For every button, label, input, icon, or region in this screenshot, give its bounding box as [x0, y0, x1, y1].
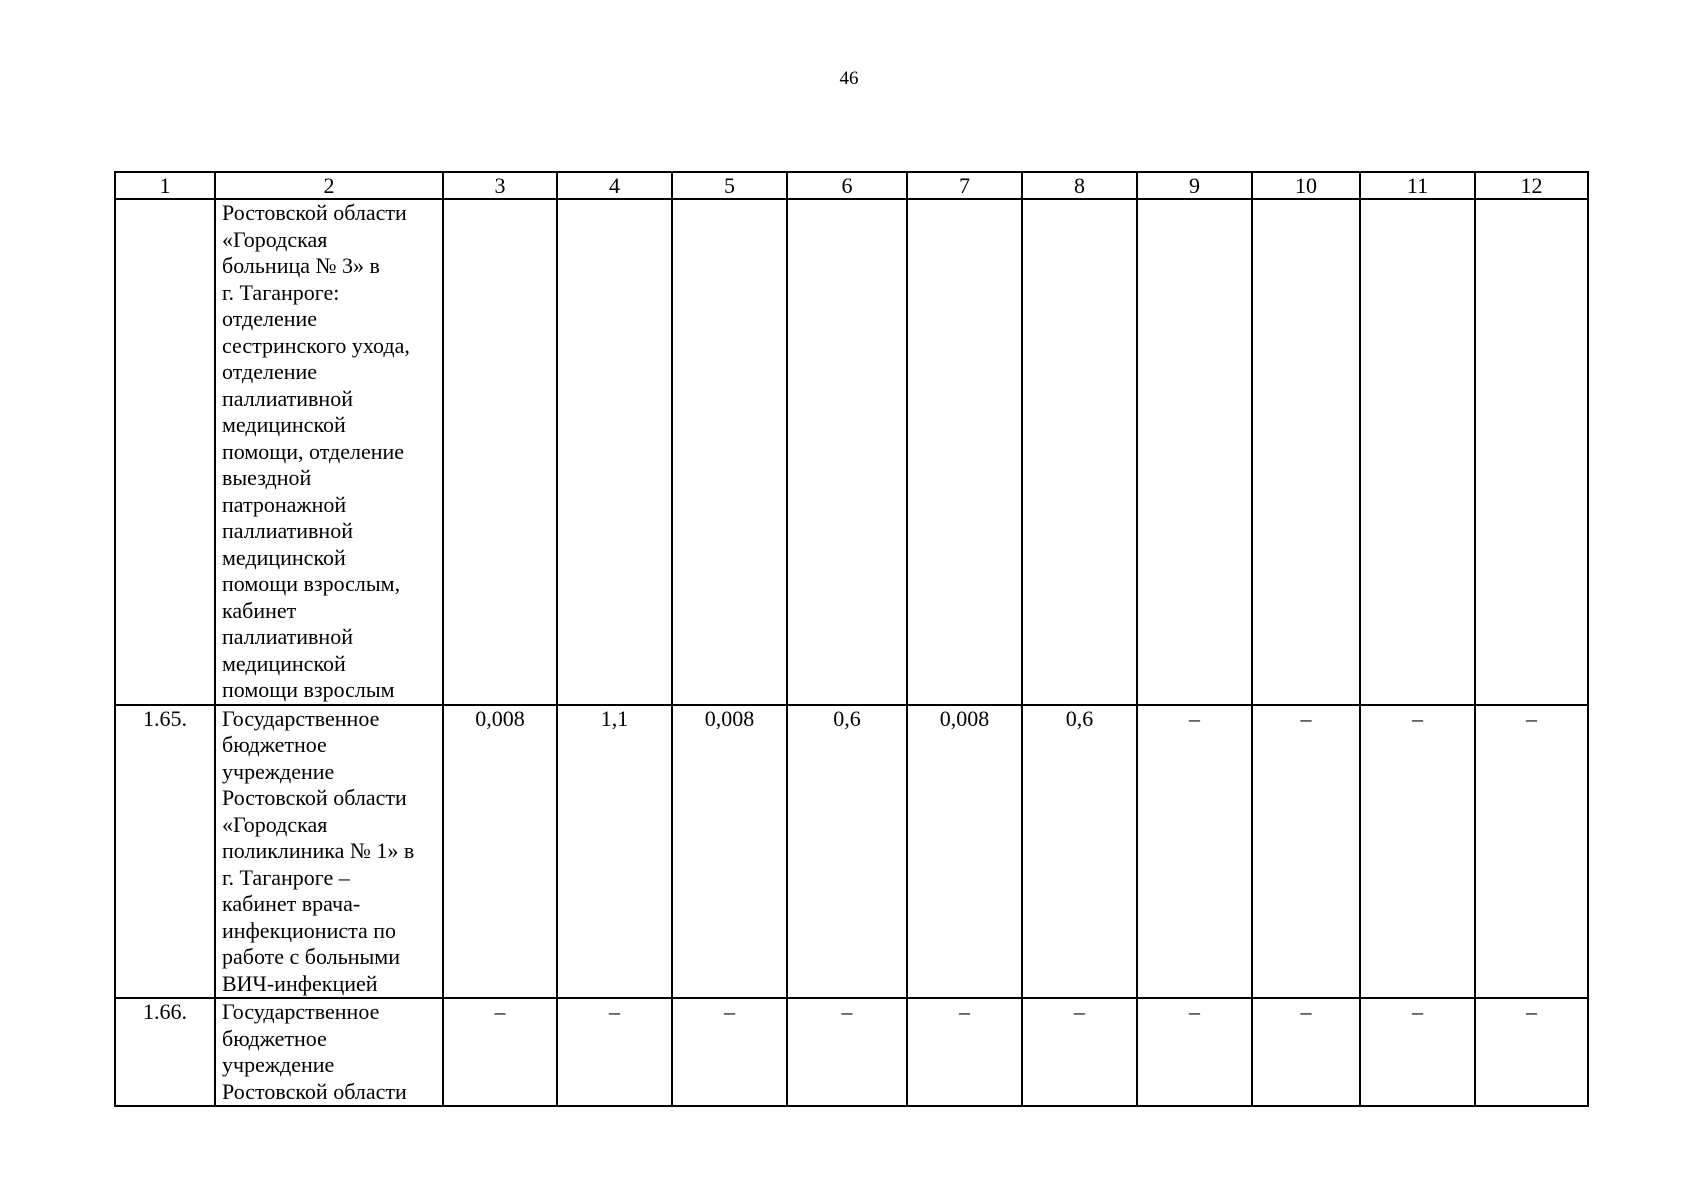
value-cell-col-8: 0,6	[1022, 705, 1137, 999]
header-cell-5: 5	[672, 172, 787, 199]
value-cell-col-11: –	[1360, 998, 1475, 1106]
page-number: 46	[839, 68, 859, 89]
row-number-cell: 1.66.	[115, 998, 215, 1106]
value-cell-col-12: –	[1475, 998, 1588, 1106]
table-row	[115, 998, 1588, 1106]
header-cell-6: 6	[787, 172, 907, 199]
institution-name-line: г. Таганроге –	[222, 864, 350, 890]
institution-name-line: помощи взрослым,	[222, 571, 401, 596]
institution-name-line: помощи, отделение	[222, 438, 405, 464]
header-cell-3: 3	[443, 172, 557, 199]
value-cell-col-10: –	[1252, 705, 1360, 999]
value-cell-col-4: 1,1	[557, 705, 672, 999]
value-cell-col-9: –	[1137, 998, 1252, 1106]
header-cell-8: 8	[1022, 172, 1137, 199]
header-cell-7: 7	[907, 172, 1022, 199]
institution-name-cell	[215, 998, 443, 1106]
institution-name-line: работе с больными	[222, 944, 400, 969]
table-header-row	[115, 172, 1588, 199]
value-cell-col-8	[1022, 199, 1137, 705]
institution-name-line: Ростовской области	[222, 1078, 407, 1104]
institution-name-line: «Городская	[222, 811, 328, 837]
value-cell-col-11	[1360, 199, 1475, 705]
institution-name-line: поликлиника № 1» в	[222, 838, 415, 863]
institution-name-line: паллиативной	[222, 385, 353, 411]
row-number-cell: 1.65.	[115, 705, 215, 999]
institution-name-line: патронажной	[222, 491, 347, 517]
institution-name-line: медицинской	[222, 650, 346, 676]
header-cell-2: 2	[215, 172, 443, 199]
institution-name-line: медицинской	[222, 544, 346, 570]
institution-name-line: выездной	[222, 465, 312, 490]
institution-name-line: Ростовской области	[222, 785, 407, 810]
value-cell-col-7: –	[907, 998, 1022, 1106]
header-cell-4: 4	[557, 172, 672, 199]
institution-name-cell	[215, 199, 443, 705]
value-cell-col-11: –	[1360, 705, 1475, 999]
value-cell-col-3: 0,008	[443, 705, 557, 999]
value-cell-col-10	[1252, 199, 1360, 705]
data-table	[114, 171, 1589, 1107]
institution-name-line: Государственное	[222, 999, 380, 1024]
header-cell-12: 12	[1475, 172, 1588, 199]
row-number-cell	[115, 199, 215, 705]
value-cell-col-9: –	[1137, 705, 1252, 999]
institution-name-line: инфекциониста по	[222, 917, 397, 943]
institution-name-line: «Городская	[222, 226, 328, 252]
value-cell-col-5: –	[672, 998, 787, 1106]
table-row	[115, 199, 1588, 705]
institution-name-line: помощи взрослым	[222, 677, 395, 702]
institution-name-line: ВИЧ-инфекцией	[222, 970, 378, 996]
institution-name-line: учреждение	[222, 758, 335, 784]
value-cell-col-10: –	[1252, 998, 1360, 1106]
institution-name-line: отделение	[222, 359, 318, 384]
institution-name-line: сестринского ухода,	[222, 332, 410, 358]
header-cell-1: 1	[115, 172, 215, 199]
institution-name-line: Ростовской области	[222, 200, 407, 225]
institution-name-line: учреждение	[222, 1052, 335, 1077]
value-cell-col-5	[672, 199, 787, 705]
value-cell-col-7	[907, 199, 1022, 705]
header-cell-10: 10	[1252, 172, 1360, 199]
value-cell-col-4	[557, 199, 672, 705]
value-cell-col-12	[1475, 199, 1588, 705]
value-cell-col-12: –	[1475, 705, 1588, 999]
institution-name-line: медицинской	[222, 412, 346, 437]
value-cell-col-5: 0,008	[672, 705, 787, 999]
institution-name-line: кабинет	[222, 597, 297, 623]
institution-name-cell	[215, 705, 443, 999]
institution-name-line: отделение	[222, 306, 318, 331]
value-cell-col-6	[787, 199, 907, 705]
table-row	[115, 705, 1588, 999]
institution-name-line: бюджетное	[222, 1025, 327, 1051]
header-cell-9: 9	[1137, 172, 1252, 199]
header-cell-11: 11	[1360, 172, 1475, 199]
institution-name-line: паллиативной	[222, 624, 353, 649]
value-cell-col-8: –	[1022, 998, 1137, 1106]
institution-name-line: Государственное	[222, 705, 380, 731]
institution-name-line: г. Таганроге:	[222, 279, 340, 305]
institution-name-line: больница № 3» в	[222, 253, 380, 278]
value-cell-col-3	[443, 199, 557, 705]
value-cell-col-3: –	[443, 998, 557, 1106]
value-cell-col-6: –	[787, 998, 907, 1106]
value-cell-col-4: –	[557, 998, 672, 1106]
institution-name-line: паллиативной	[222, 518, 353, 543]
value-cell-col-7: 0,008	[907, 705, 1022, 999]
institution-name-line: бюджетное	[222, 732, 327, 757]
value-cell-col-6: 0,6	[787, 705, 907, 999]
institution-name-line: кабинет врача-	[222, 891, 361, 916]
value-cell-col-9	[1137, 199, 1252, 705]
